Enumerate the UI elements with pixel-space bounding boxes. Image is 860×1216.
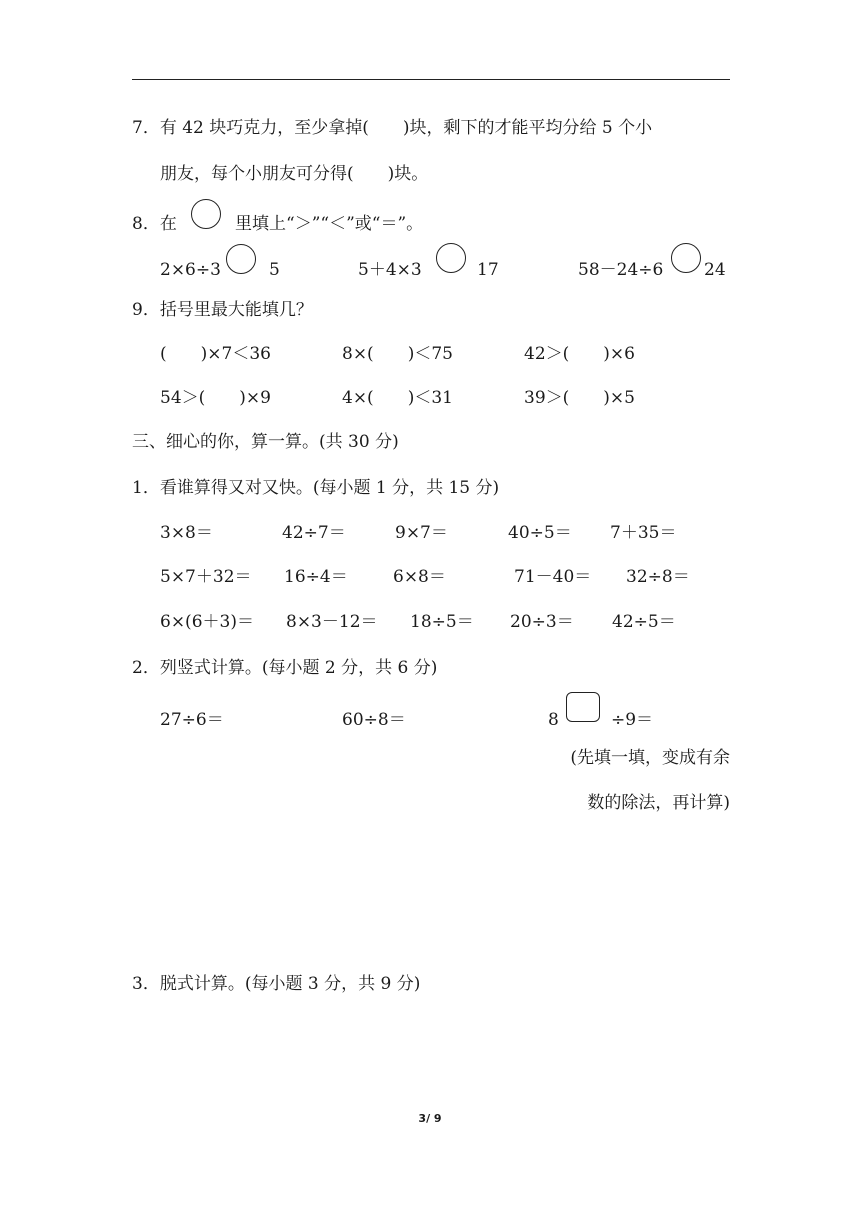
p1-r3c1: 6×(6＋3)＝	[160, 612, 254, 632]
p2-expr3-prefix: 8	[548, 710, 559, 730]
q9-title: 9．括号里最大能填几？	[132, 300, 313, 320]
p1-r3c2: 8×3－12＝	[286, 612, 378, 632]
q8-item2-left: 5＋4×3	[358, 260, 422, 280]
part1-title: 1．看谁算得又对又快。(每小题 1 分，共 15 分)	[132, 478, 500, 498]
q9-r1c3: 42＞( )×6	[524, 344, 635, 364]
header-rule	[132, 79, 730, 80]
p1-r1c1: 3×8＝	[160, 523, 213, 543]
p2-expr1: 27÷6＝	[160, 710, 224, 730]
q8-item1-right: 5	[269, 260, 280, 280]
p2-expr3-suffix: ÷9＝	[611, 710, 654, 730]
q9-r2c3: 39＞( )×5	[524, 388, 635, 408]
fill-in-box[interactable]	[566, 692, 600, 722]
p1-r2c5: 32÷8＝	[626, 567, 690, 587]
part2-title: 2．列竖式计算。(每小题 2 分，共 6 分)	[132, 658, 438, 678]
q8-item2-right: 17	[477, 260, 499, 280]
q8-item1-circle[interactable]	[226, 244, 256, 274]
q8-prefix: 8．在	[132, 214, 177, 234]
part3-title: 3．脱式计算。(每小题 3 分，共 9 分)	[132, 974, 421, 994]
p1-r1c2: 42÷7＝	[282, 523, 346, 543]
p1-r2c1: 5×7＋32＝	[160, 567, 252, 587]
p1-r2c3: 6×8＝	[393, 567, 446, 587]
p1-r3c5: 42÷5＝	[612, 612, 676, 632]
section-heading: 三、细心的你，算一算。(共 30 分)	[132, 432, 399, 452]
q8-suffix: 里填上“＞”“＜”或“＝”。	[235, 214, 424, 234]
p2-note-line1: (先填一填，变成有余	[570, 748, 730, 768]
p1-r2c4: 71－40＝	[514, 567, 592, 587]
q8-item2-circle[interactable]	[436, 243, 466, 273]
q7-line2: 朋友，每个小朋友可分得( )块。	[160, 164, 429, 184]
p2-note-line2: 数的除法，再计算)	[587, 793, 730, 813]
p1-r3c4: 20÷3＝	[510, 612, 574, 632]
answer-circle[interactable]	[191, 199, 221, 229]
q9-r1c2: 8×( )＜75	[342, 344, 453, 364]
p1-r1c4: 40÷5＝	[508, 523, 572, 543]
p2-expr2: 60÷8＝	[342, 710, 406, 730]
page-number: 3/ 9	[418, 1112, 442, 1125]
q8-item3-left: 58－24÷6	[578, 260, 664, 280]
q7-line1: 7．有 42 块巧克力，至少拿掉( )块，剩下的才能平均分给 5 个小	[132, 118, 653, 138]
q9-r1c1: ( )×7＜36	[160, 344, 271, 364]
p1-r2c2: 16÷4＝	[284, 567, 348, 587]
q9-r2c2: 4×( )＜31	[342, 388, 453, 408]
q8-item3-right: 24	[704, 260, 726, 280]
p1-r1c3: 9×7＝	[395, 523, 448, 543]
q8-item3-circle[interactable]	[671, 243, 701, 273]
p1-r3c3: 18÷5＝	[410, 612, 474, 632]
p1-r1c5: 7＋35＝	[610, 523, 677, 543]
q9-r2c1: 54＞( )×9	[160, 388, 271, 408]
q8-item1-left: 2×6÷3	[160, 260, 221, 280]
